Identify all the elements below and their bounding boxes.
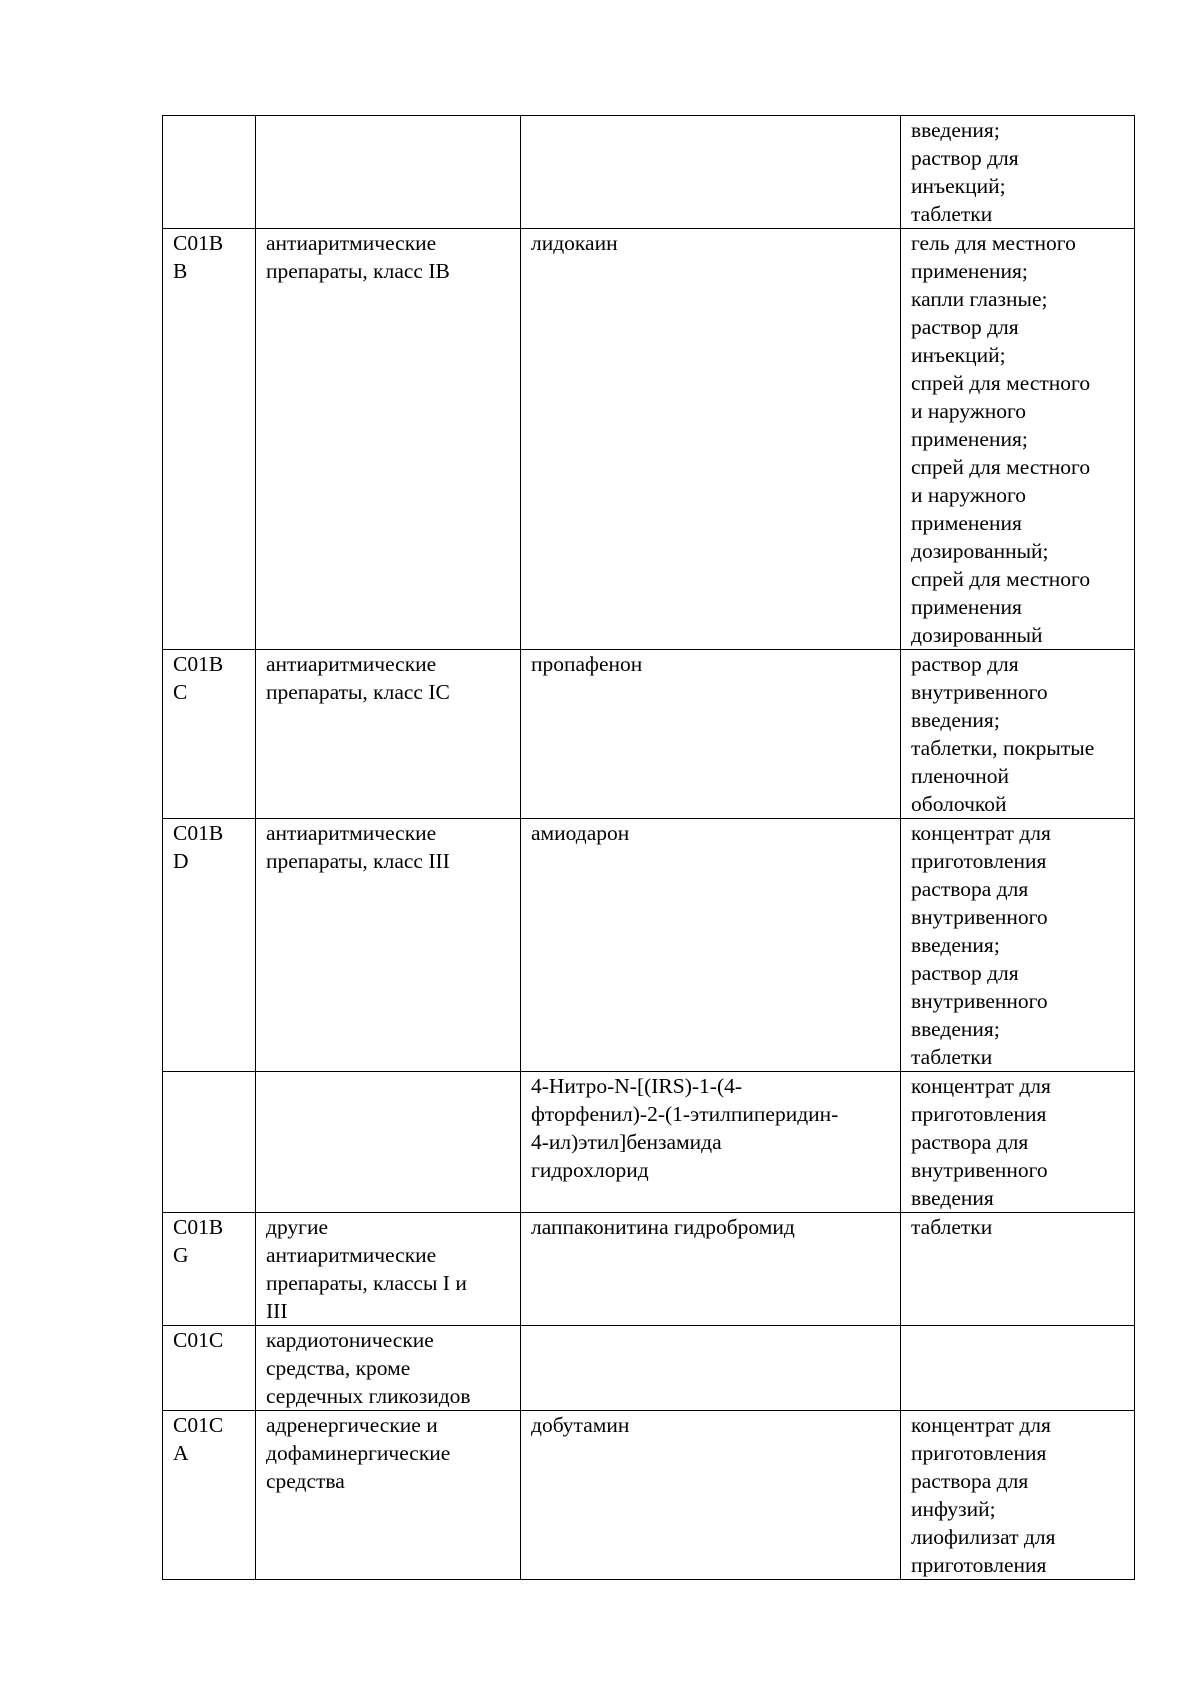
cell-text-line: таблетки <box>911 202 993 226</box>
cell-text-line: применения <box>911 595 1022 619</box>
group-name-cell <box>256 1213 521 1326</box>
substance-cell <box>521 1213 901 1326</box>
cell-text-line: C01C <box>173 1413 224 1437</box>
cell-text-line: раствор для <box>911 961 1019 985</box>
table-row <box>163 1326 1135 1411</box>
atc-code-cell <box>163 1072 256 1213</box>
dosage-forms-cell <box>901 1326 1135 1411</box>
cell-text-line: приготовления <box>911 1441 1047 1465</box>
cell-text-line: лаппаконитина гидробромид <box>531 1215 795 1239</box>
cell-text-line: пленочной <box>911 764 1010 788</box>
cell-text-line: внутривенного <box>911 1158 1048 1182</box>
cell-text-line: дозированный; <box>911 539 1049 563</box>
group-name-cell <box>256 229 521 650</box>
atc-code-cell <box>163 1326 256 1411</box>
cell-text-line: оболочкой <box>911 792 1007 816</box>
atc-code-cell <box>163 650 256 819</box>
drug-table <box>162 115 1135 1580</box>
cell-text-line: капли глазные; <box>911 287 1048 311</box>
cell-text-line: C <box>173 680 188 704</box>
group-name-cell <box>256 819 521 1072</box>
cell-text-line: A <box>173 1441 189 1465</box>
cell-text-line: фторфенил)-2-(1-этилпиперидин- <box>531 1102 839 1126</box>
cell-text-line: сердечных гликозидов <box>266 1384 471 1408</box>
cell-text-line: раствор для <box>911 146 1019 170</box>
table-row <box>163 650 1135 819</box>
cell-text-line: спрей для местного <box>911 371 1091 395</box>
cell-text-line: введения <box>911 1186 994 1210</box>
substance-cell <box>521 1326 901 1411</box>
cell-text-line: C01B <box>173 652 224 676</box>
cell-text-line: дозированный <box>911 623 1043 647</box>
cell-text-line: спрей для местного <box>911 567 1091 591</box>
cell-text-line: амиодарон <box>531 821 630 845</box>
cell-text-line: спрей для местного <box>911 455 1091 479</box>
atc-code-cell <box>163 116 256 229</box>
cell-text-line: внутривенного <box>911 989 1048 1013</box>
atc-code-cell <box>163 819 256 1072</box>
cell-text-line: антиаритмические <box>266 231 437 255</box>
cell-text-line: инъекций; <box>911 343 1006 367</box>
atc-code-cell <box>163 1411 256 1580</box>
cell-text-line: средства <box>266 1469 345 1493</box>
cell-text-line: добутамин <box>531 1413 630 1437</box>
table-row <box>163 819 1135 1072</box>
cell-text-line: введения; <box>911 708 1000 732</box>
cell-text-line: G <box>173 1243 189 1267</box>
cell-text-line: другие <box>266 1215 329 1239</box>
atc-code-cell <box>163 1213 256 1326</box>
cell-text-line: B <box>173 259 188 283</box>
cell-text-line: внутривенного <box>911 680 1048 704</box>
cell-text-line: приготовления <box>911 849 1047 873</box>
cell-text-line: средства, кроме <box>266 1356 411 1380</box>
table-row <box>163 116 1135 229</box>
cell-text-line: концентрат для <box>911 821 1051 845</box>
cell-text-line: кардиотонические <box>266 1328 434 1352</box>
substance-cell <box>521 229 901 650</box>
cell-text-line: концентрат для <box>911 1074 1051 1098</box>
cell-text-line: раствора для <box>911 877 1029 901</box>
cell-text-line: применения; <box>911 427 1028 451</box>
cell-text-line: раствор для <box>911 315 1019 339</box>
cell-text-line: D <box>173 849 189 873</box>
cell-text-line: инфузий; <box>911 1497 996 1521</box>
dosage-forms-cell <box>901 1213 1135 1326</box>
cell-text-line: введения; <box>911 933 1000 957</box>
substance-cell <box>521 116 901 229</box>
cell-text-line: лидокаин <box>531 231 618 255</box>
cell-text-line: гель для местного <box>911 231 1076 255</box>
cell-text-line: и наружного <box>911 483 1027 507</box>
cell-text-line: таблетки <box>911 1045 993 1069</box>
cell-text-line: раствор для <box>911 652 1019 676</box>
cell-text-line: приготовления <box>911 1102 1047 1126</box>
cell-text-line: антиаритмические <box>266 821 437 845</box>
cell-text-line: раствора для <box>911 1130 1029 1154</box>
cell-text-line: таблетки <box>911 1215 993 1239</box>
cell-text-line: C01C <box>173 1328 224 1352</box>
cell-text-line: таблетки, покрытые <box>911 736 1095 760</box>
cell-text-line: лиофилизат для <box>911 1525 1056 1549</box>
cell-text-line: препараты, класс IC <box>266 680 450 704</box>
cell-text-line: препараты, классы I и <box>266 1271 467 1295</box>
table-row <box>163 1213 1135 1326</box>
cell-text-line: введения; <box>911 118 1000 142</box>
cell-text-line: C01B <box>173 821 224 845</box>
cell-text-line: антиаритмические <box>266 1243 437 1267</box>
dosage-forms-cell <box>901 650 1135 819</box>
cell-text-line: адренергические и <box>266 1413 438 1437</box>
cell-text-line: концентрат для <box>911 1413 1051 1437</box>
cell-text-line: пропафенон <box>531 652 643 676</box>
group-name-cell <box>256 1411 521 1580</box>
cell-text-line: 4-Нитро-N-[(IRS)-1-(4- <box>531 1074 743 1098</box>
cell-text-line: внутривенного <box>911 905 1048 929</box>
atc-code-cell <box>163 229 256 650</box>
dosage-forms-cell <box>901 1072 1135 1213</box>
group-name-cell <box>256 650 521 819</box>
cell-text-line: приготовления <box>911 1553 1047 1577</box>
cell-text-line: C01B <box>173 1215 224 1239</box>
substance-cell <box>521 1072 901 1213</box>
substance-cell <box>521 650 901 819</box>
group-name-cell <box>256 1072 521 1213</box>
cell-text-line: C01B <box>173 231 224 255</box>
cell-text-line: инъекций; <box>911 174 1006 198</box>
cell-text-line: антиаритмические <box>266 652 437 676</box>
substance-cell <box>521 819 901 1072</box>
table-row <box>163 229 1135 650</box>
cell-text-line: дофаминергические <box>266 1441 451 1465</box>
group-name-cell <box>256 1326 521 1411</box>
cell-text-line: применения; <box>911 259 1028 283</box>
cell-text-line: и наружного <box>911 399 1027 423</box>
cell-text-line: применения <box>911 511 1022 535</box>
cell-text-line: гидрохлорид <box>531 1158 649 1182</box>
substance-cell <box>521 1411 901 1580</box>
table-row <box>163 1072 1135 1213</box>
dosage-forms-cell <box>901 229 1135 650</box>
dosage-forms-cell <box>901 116 1135 229</box>
dosage-forms-cell <box>901 819 1135 1072</box>
cell-text-line: 4-ил)этил]бензамида <box>531 1130 722 1154</box>
cell-text-line: раствора для <box>911 1469 1029 1493</box>
cell-text-line: III <box>266 1299 288 1323</box>
table-body <box>163 116 1135 1580</box>
dosage-forms-cell <box>901 1411 1135 1580</box>
cell-text-line: препараты, класс III <box>266 849 450 873</box>
group-name-cell <box>256 116 521 229</box>
table-row <box>163 1411 1135 1580</box>
cell-text-line: введения; <box>911 1017 1000 1041</box>
cell-text-line: препараты, класс IB <box>266 259 450 283</box>
